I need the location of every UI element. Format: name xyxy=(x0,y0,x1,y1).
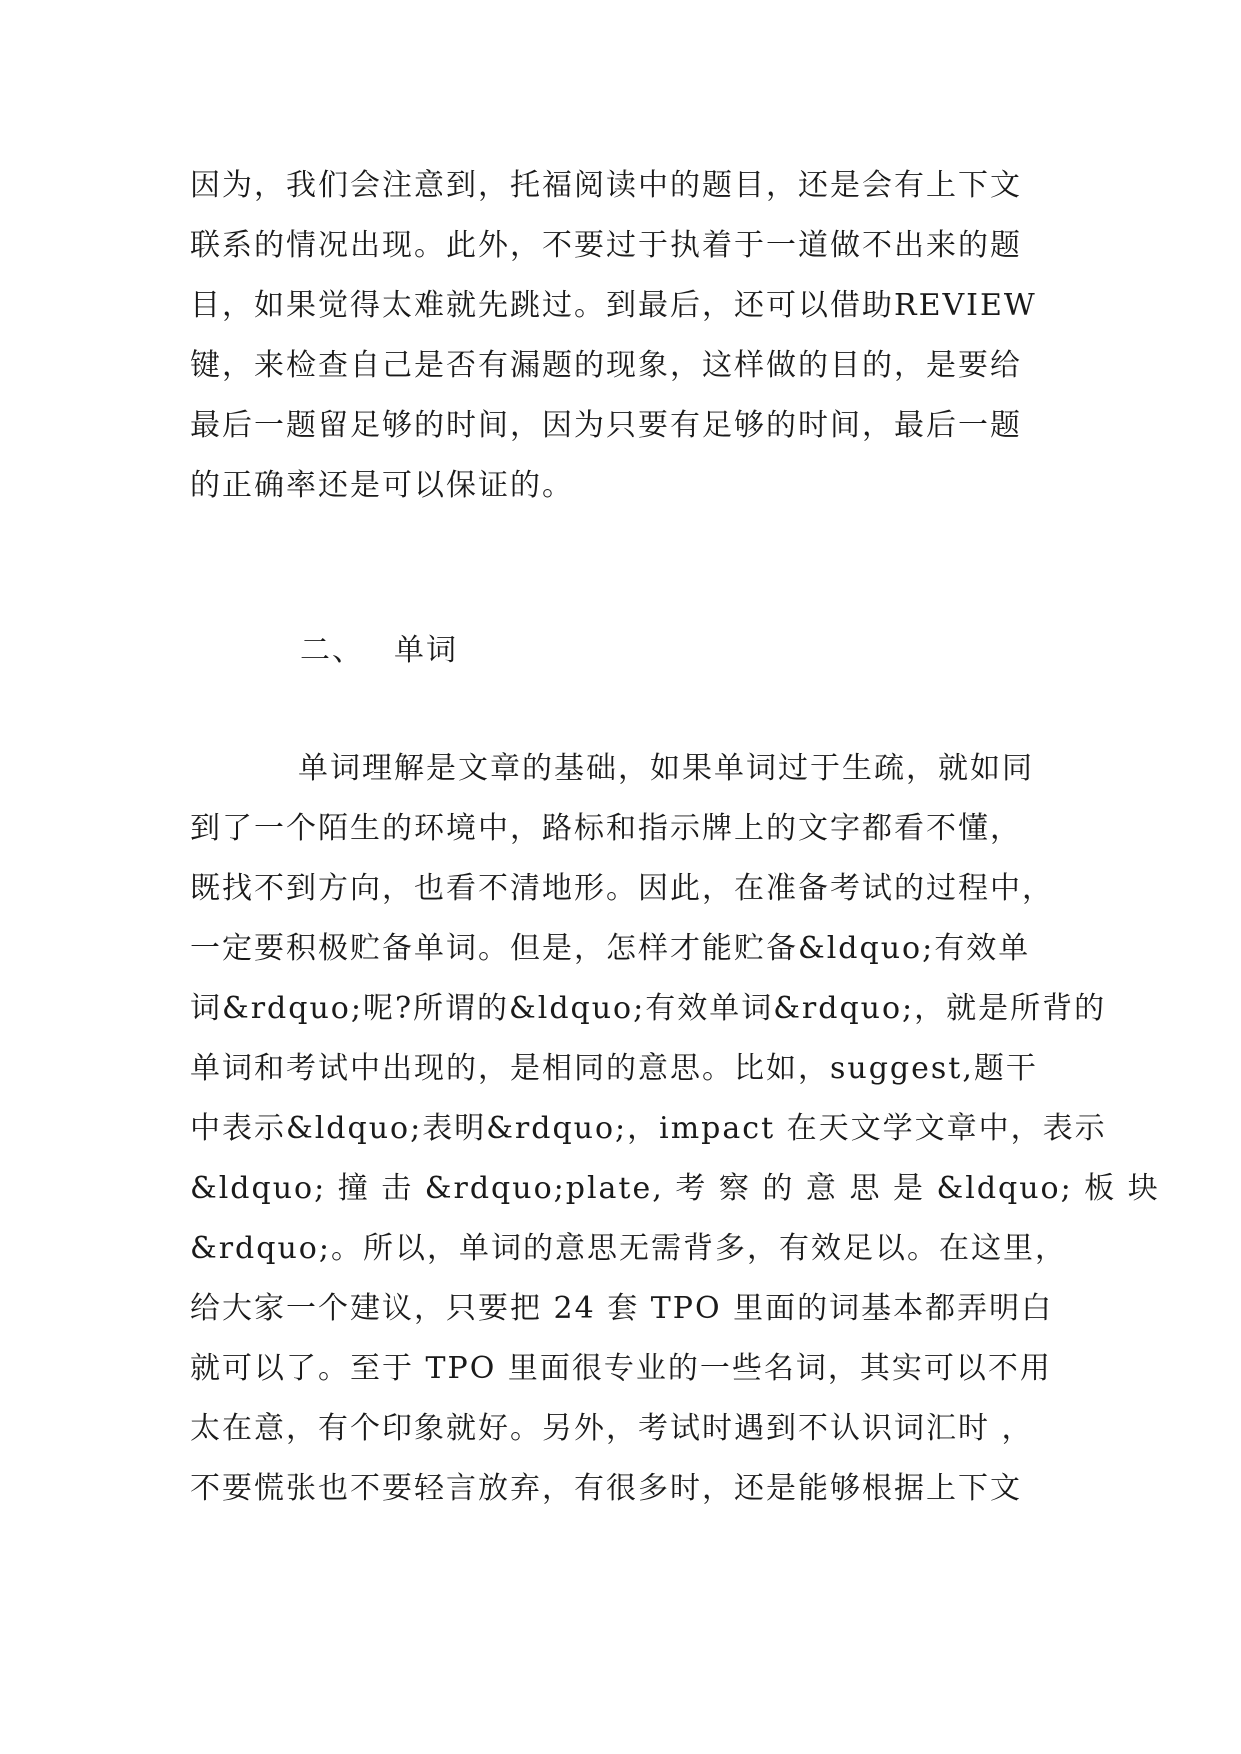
text-line: &ldquo; 撞 击 &rdquo;plate, 考 察 的 意 思 是 &ldquo; 板 块 xyxy=(190,1171,1160,1206)
text-line: 词&rdquo;呢?所谓的&ldquo;有效单词&rdquo;，就是所背的 xyxy=(190,991,1107,1026)
section-heading xyxy=(300,621,458,681)
text-line: 给大家一个建议，只要把 24 套 TPO 里面的词基本都弄明白 xyxy=(190,1291,1054,1326)
text-line: 不要慌张也不要轻言放弃，有很多时，还是能够根据上下文 xyxy=(190,1471,1022,1506)
text-line: 单词理解是文章的基础，如果单词过于生疏，就如同 xyxy=(298,751,1034,786)
text-line: 单词和考试中出现的，是相同的意思。比如，suggest,题干 xyxy=(190,1051,1038,1086)
paragraph-1 xyxy=(190,156,1050,516)
text-line: 到了一个陌生的环境中，路标和指示牌上的文字都看不懂， xyxy=(190,811,1022,846)
text-line: 联系的情况出现。此外，不要过于执着于一道做不出来的题 xyxy=(190,228,1022,263)
section-number: 二、 xyxy=(300,633,364,668)
text-line: &rdquo;。所以，单词的意思无需背多，有效足以。在这里， xyxy=(190,1231,1067,1266)
text-line: 目，如果觉得太难就先跳过。到最后，还可以借助REVIEW xyxy=(190,288,1037,323)
text-line: 因为，我们会注意到，托福阅读中的题目，还是会有上下文 xyxy=(190,168,1022,203)
text-line: 一定要积极贮备单词。但是，怎样才能贮备&ldquo;有效单 xyxy=(190,931,1031,966)
text-line: 中表示&ldquo;表明&rdquo;，impact 在天文学文章中，表示 xyxy=(190,1111,1107,1146)
text-line: 最后一题留足够的时间，因为只要有足够的时间，最后一题 xyxy=(190,408,1022,443)
text-line: 就可以了。至于 TPO 里面很专业的一些名词，其实可以不用 xyxy=(190,1351,1052,1386)
text-line: 键，来检查自己是否有漏题的现象，这样做的目的，是要给 xyxy=(190,348,1022,383)
section-title: 单词 xyxy=(394,633,458,668)
paragraph-2 xyxy=(190,739,1160,1519)
text-line: 既找不到方向，也看不清地形。因此，在准备考试的过程中， xyxy=(190,871,1054,906)
text-line: 太在意，有个印象就好。另外，考试时遇到不认识词汇时 ， xyxy=(190,1411,1034,1446)
text-line: 的正确率还是可以保证的。 xyxy=(190,468,574,503)
